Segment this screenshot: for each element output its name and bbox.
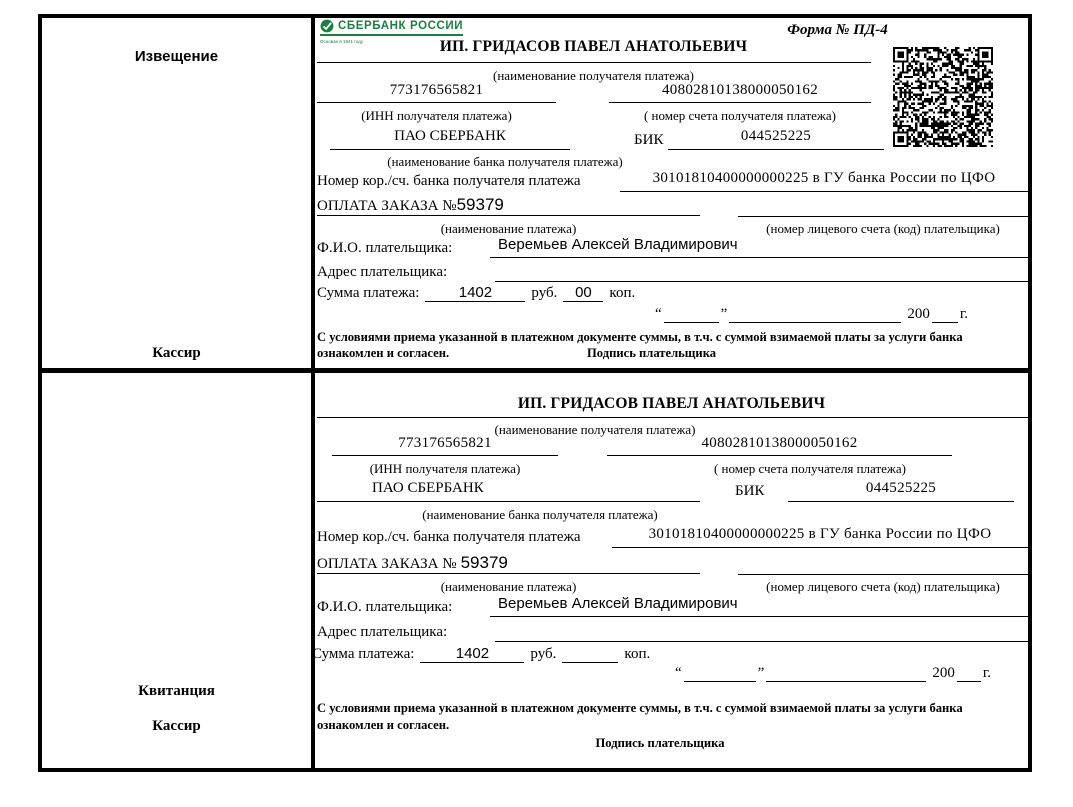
order-label: ОПЛАТА ЗАКАЗА № xyxy=(317,556,457,572)
corr-account-value: 30101810400000000225 в ГУ банка России по ЦФО xyxy=(612,526,1028,548)
sum-value: 1402 xyxy=(420,645,524,663)
corr-account-label: Номер кор./сч. банка получателя платежа xyxy=(317,173,581,189)
year-line xyxy=(957,681,981,682)
payee-bank-value: ПАО СБЕРБАНК xyxy=(317,480,700,502)
agreement-line1: С условиями приема указанной в платежном документе суммы, в т.ч. с суммой взимаемой платы за услуги банка xyxy=(317,330,963,344)
bik-value: 044525225 xyxy=(788,480,1014,502)
bik-label: БИК xyxy=(735,483,765,499)
order-field xyxy=(317,553,700,574)
day-line xyxy=(664,322,719,323)
fio-value: Веремьев Алексей Владимирович xyxy=(490,236,1028,258)
address-label: Адрес плательщика: xyxy=(317,624,448,640)
month-line xyxy=(729,322,901,323)
year-line xyxy=(932,322,958,323)
payee-account-caption: ( номер счета получателя платежа) xyxy=(643,108,837,123)
sum-row xyxy=(317,284,635,302)
payer-account-line xyxy=(738,574,1028,575)
payee-name-caption: (наименование получателя платежа) xyxy=(494,422,696,437)
payee-name-caption: (наименование получателя платежа) xyxy=(493,68,694,83)
sum-value: 1402 xyxy=(425,284,525,302)
fio-label: Ф.И.О. плательщика: xyxy=(317,240,453,256)
fio-label: Ф.И.О. плательщика: xyxy=(317,599,453,615)
address-line xyxy=(495,281,1028,282)
receipt-left-column xyxy=(42,373,315,768)
day-line xyxy=(684,681,756,682)
agreement-line2: ознакомлен и согласен. xyxy=(317,346,450,360)
payment-name-caption: (наименование платежа) xyxy=(440,579,577,594)
close-quote: ” xyxy=(720,306,728,322)
corr-account-value: 30101810400000000225 в ГУ банка России по ЦФО xyxy=(620,170,1028,192)
form-number-label: Форма № ПД-4 xyxy=(787,22,888,38)
payer-account-caption: (номер лицевого счета (код) плательщика) xyxy=(766,579,1000,594)
notice-left-column xyxy=(42,18,315,368)
payee-bank-value: ПАО СБЕРБАНК xyxy=(330,128,570,150)
order-number: 59379 xyxy=(456,195,504,214)
sum-label: Сумма платежа: xyxy=(312,646,415,662)
year-suffix: г. xyxy=(959,306,969,322)
sberbank-tagline: Основан в 1841 году xyxy=(320,39,364,44)
payee-account-value: 40802810138000050162 xyxy=(609,82,871,103)
open-quote: “ xyxy=(655,306,662,322)
payee-title-underline xyxy=(317,62,871,63)
order-field xyxy=(317,195,700,216)
close-quote: ” xyxy=(757,665,765,681)
agreement-line1: С условиями приема указанной в платежном документе суммы, в т.ч. с суммой взимаемой платы за услуги банка xyxy=(317,701,963,715)
century-label: 200 xyxy=(932,665,955,681)
rub-label: руб. xyxy=(530,646,557,662)
corr-account-label: Номер кор./сч. банка получателя платежа xyxy=(317,529,581,545)
sum-row xyxy=(312,645,650,663)
payee-title: ИП. ГРИДАСОВ ПАВЕЛ АНАТОЛЬЕВИЧ xyxy=(439,38,748,55)
cashier-label: Кассир xyxy=(152,345,201,361)
fio-value: Веремьев Алексей Владимирович xyxy=(490,595,1028,617)
kop-label: коп. xyxy=(609,285,636,301)
payee-bank-caption: (наименование банка получателя платежа) xyxy=(387,154,623,169)
payee-account-value: 40802810138000050162 xyxy=(607,435,952,456)
receipt-body xyxy=(312,373,1028,768)
payment-name-caption: (наименование платежа) xyxy=(440,221,577,236)
year-suffix: г. xyxy=(982,665,992,681)
century-label: 200 xyxy=(907,306,930,322)
document-border xyxy=(38,14,1032,772)
payee-inn-caption: (ИНН получателя платежа) xyxy=(361,108,512,123)
cashier-label: Кассир xyxy=(152,718,201,734)
rub-label: руб. xyxy=(531,285,558,301)
payee-account-caption: ( номер счета получателя платежа) xyxy=(713,461,907,476)
month-line xyxy=(766,681,926,682)
payer-account-caption: (номер лицевого счета (код) плательщика) xyxy=(766,221,1000,236)
payee-inn-value: 773176565821 xyxy=(317,82,556,103)
order-label: ОПЛАТА ЗАКАЗА № xyxy=(317,198,457,214)
open-quote: “ xyxy=(675,665,682,681)
bik-label: БИК xyxy=(634,132,664,148)
payee-bank-caption: (наименование банка получателя платежа) xyxy=(422,507,658,522)
address-label: Адрес плательщика: xyxy=(317,264,448,280)
notice-section xyxy=(42,18,1028,373)
sberbank-wordmark: СБЕРБАНК РОССИИ xyxy=(338,20,464,32)
bik-value: 044525225 xyxy=(668,128,884,150)
payee-inn-caption: (ИНН получателя платежа) xyxy=(369,461,521,476)
receipt-section xyxy=(42,373,1028,768)
sberbank-icon xyxy=(320,19,334,33)
receipt-label: Квитанция xyxy=(138,683,215,699)
signature-label: Подпись плательщика xyxy=(595,736,725,750)
date-row xyxy=(675,665,991,682)
qr-code xyxy=(893,47,993,147)
address-line xyxy=(495,641,1028,642)
signature-label: Подпись плательщика xyxy=(587,346,717,360)
payer-account-line xyxy=(738,216,1028,217)
payee-inn-value: 773176565821 xyxy=(332,435,558,456)
agreement-line2: ознакомлен и согласен. xyxy=(317,718,450,732)
kop-value xyxy=(562,662,618,663)
notice-label: Извещение xyxy=(134,48,219,65)
date-row xyxy=(655,306,968,323)
kop-label: коп. xyxy=(624,646,651,662)
order-number: 59379 xyxy=(460,553,508,572)
payee-title-underline xyxy=(317,417,1028,418)
payee-title: ИП. ГРИДАСОВ ПАВЕЛ АНАТОЛЬЕВИЧ xyxy=(517,395,826,412)
notice-body xyxy=(315,18,1028,368)
kop-value: 00 xyxy=(563,284,603,302)
sum-label: Сумма платежа: xyxy=(317,285,420,301)
